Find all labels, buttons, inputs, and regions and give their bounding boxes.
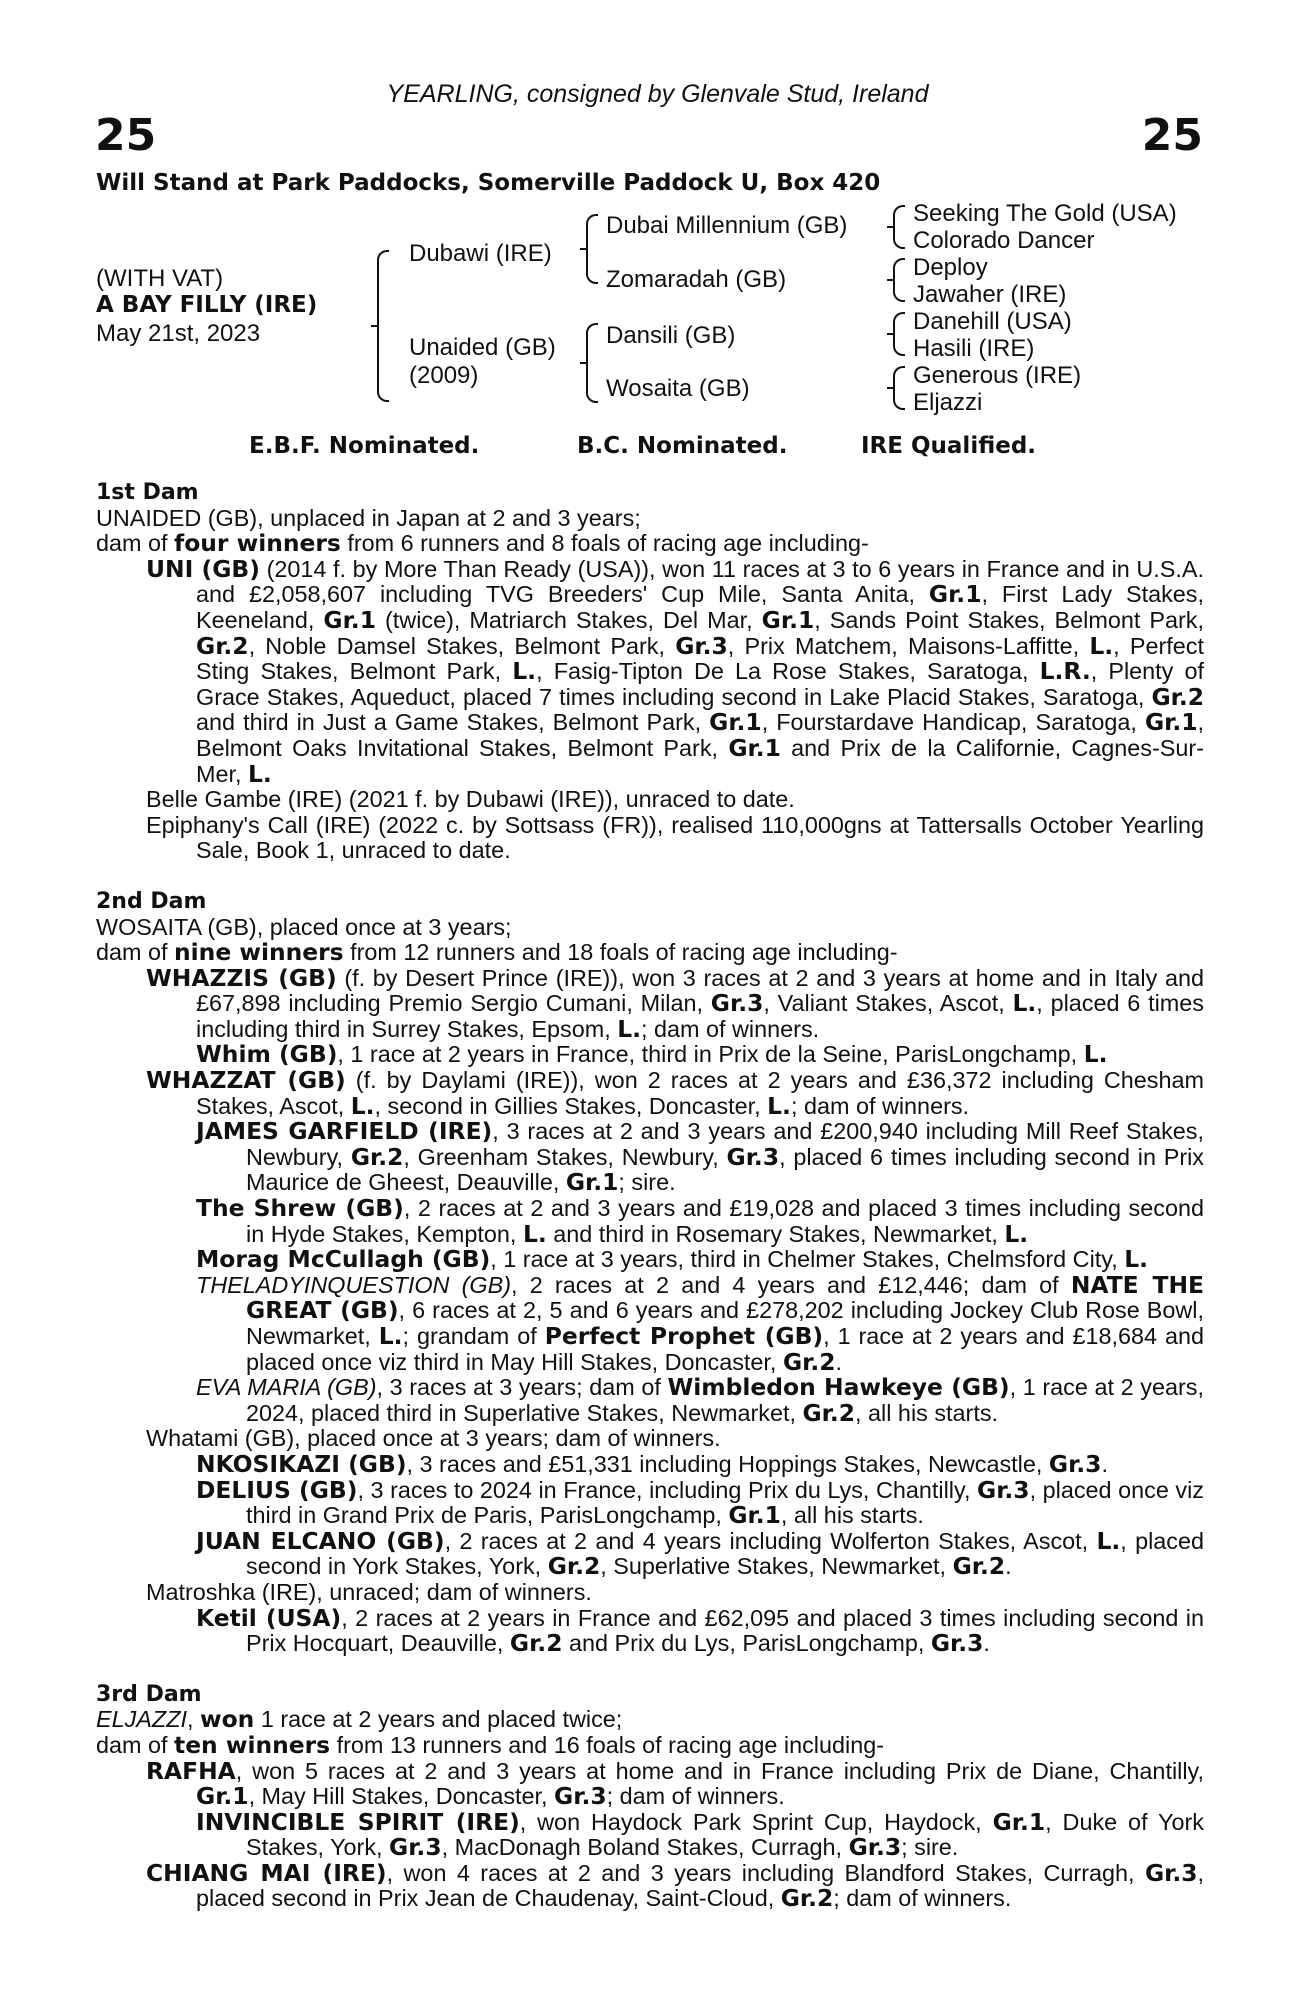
produce-entry-chiang-mai: CHIANG MAI (IRE), won 4 races at 2 and 3 years including Blandford Stakes, Curragh, Gr.3, placed second in Prix Jean de Chaudenay, Saint-Cloud, Gr.2; dam of winners. <box>146 1858 1205 1913</box>
pedigree-gen3-1: Seeking The Gold (USA) <box>913 200 1177 227</box>
pedigree-gen3-6: Hasili (IRE) <box>913 335 1035 362</box>
pedigree-dam: Unaided (GB) <box>409 334 556 361</box>
produce-entry-invincible-spirit: INVINCIBLE SPIRIT (IRE), won Haydock Park Sprint Cup, Haydock, Gr.1, Duke of York Stakes, York, Gr.3, MacDonagh Boland Stakes, Curragh, Gr.3; sire. <box>196 1807 1204 1862</box>
consignor-line: YEARLING, consigned by Glenvale Stud, Ireland <box>386 80 929 108</box>
third-dam-summary: dam of ten winners from 13 runners and 16 foals of racing age including- <box>96 1730 885 1759</box>
pedigree-dam-year: (2009) <box>409 362 479 389</box>
pedigree-gen3-4: Jawaher (IRE) <box>913 281 1067 308</box>
pedigree-brace <box>893 205 905 249</box>
first-dam-line: UNAIDED (GB), unplaced in Japan at 2 and 3 years; <box>96 504 641 531</box>
vat-note: (WITH VAT) <box>96 265 224 292</box>
pedigree-sire: Dubawi (IRE) <box>409 240 552 267</box>
produce-entry-ketil: Ketil (USA), 2 races at 2 years in France and £62,095 and placed 3 times including second in Prix Hocquart, Deauville, Gr.2 and Prix du Lys, ParisLongchamp, Gr.3. <box>196 1603 1204 1658</box>
produce-entry-belle-gambe: Belle Gambe (IRE) (2021 f. by Dubawi (IRE)), unraced to date. <box>146 786 795 813</box>
pedigree-brace <box>893 366 905 410</box>
produce-entry-whatami: Whatami (GB), placed once at 3 years; dam of winners. <box>146 1425 721 1452</box>
third-dam-line: ELJAZZI, won 1 race at 2 years and placed twice; <box>96 1705 623 1734</box>
produce-entry-matroshka: Matroshka (IRE), unraced; dam of winners. <box>146 1578 592 1605</box>
pedigree-brace <box>586 323 598 403</box>
pedigree-gen3-2: Colorado Dancer <box>913 227 1095 254</box>
pedigree-gen3-5: Danehill (USA) <box>913 308 1072 335</box>
produce-entry-whazzis: WHAZZIS (GB) (f. by Desert Prince (IRE)), won 3 races at 2 and 3 years at home and in Italy and £67,898 including Premio Sergio Cumani, Milan, Gr.3, Valiant Stakes, Ascot, L., placed 6 times including third in Surrey Stakes, Epsom, L.; dam of winners. <box>146 963 1204 1043</box>
pedigree-brace <box>377 250 389 402</box>
pedigree-brace <box>893 258 905 302</box>
ire-qualified: IRE Qualified. <box>861 433 1037 459</box>
produce-entry-james-garfield: JAMES GARFIELD (IRE), 3 races at 2 and 3 years and £200,940 including Mill Reef Stakes, Newbury, Gr.2, Greenham Stakes, Newbury, Gr.3, placed 6 times including second in Prix Maurice de Gheest, Deauville, Gr.1; sire. <box>196 1117 1205 1197</box>
pedigree-dam-sire: Dansili (GB) <box>606 322 736 349</box>
third-dam-heading: 3rd Dam <box>96 1681 202 1707</box>
first-dam-summary: dam of four winners from 6 runners and 8 foals of racing age including- <box>96 529 869 558</box>
second-dam-summary: dam of nine winners from 12 runners and 18 foals of racing age including- <box>96 938 898 967</box>
ebf-nominated: E.B.F. Nominated. <box>249 433 480 459</box>
bc-nominated: B.C. Nominated. <box>577 433 788 459</box>
produce-entry-eva-maria: EVA MARIA (GB), 3 races at 3 years; dam of Wimbledon Hawkeye (GB), 1 race at 2 years, 2024, placed third in Superlative Stakes, Newmarket, Gr.2, all his starts. <box>196 1373 1204 1427</box>
stand-location: Will Stand at Park Paddocks, Somerville Paddock U, Box 420 <box>96 170 881 196</box>
pedigree-gen3-8: Eljazzi <box>913 389 983 416</box>
first-dam-heading: 1st Dam <box>96 480 199 505</box>
produce-entry-epiphanys-call: Epiphany's Call (IRE) (2022 c. by Sottsass (FR)), realised 110,000gns at Tattersalls October Yearling Sale, Book 1, unraced to date. <box>146 811 1204 864</box>
pedigree-gen3-7: Generous (IRE) <box>913 362 1082 389</box>
pedigree-brace <box>586 214 598 284</box>
pedigree-sire-dam: Zomaradah (GB) <box>606 266 787 293</box>
produce-entry-morag-mccullagh: Morag McCullagh (GB), 1 race at 3 years, third in Chelmer Stakes, Chelmsford City, L. <box>196 1245 1149 1274</box>
lot-number-left: 25 <box>95 110 157 161</box>
produce-entry-rafha: RAFHA, won 5 races at 2 and 3 years at home and in France including Prix de Diane, Chantilly, Gr.1, May Hill Stakes, Doncaster, Gr.3; dam of winners. <box>146 1756 1204 1811</box>
pedigree-brace <box>893 312 905 356</box>
produce-entry-whim: Whim (GB), 1 race at 2 years in France, third in Prix de la Seine, ParisLongchamp, L. <box>196 1040 1108 1069</box>
produce-entry-whazzat: WHAZZAT (GB) (f. by Daylami (IRE)), won 2 races at 2 years and £36,372 including Chesham Stakes, Ascot, L., second in Gillies Stakes, Doncaster, L.; dam of winners. <box>146 1066 1205 1120</box>
catalogue-body <box>96 480 1204 1912</box>
produce-entry-delius: DELIUS (GB), 3 races to 2024 in France, including Prix du Lys, Chantilly, Gr.3, placed once viz third in Grand Prix de Paris, ParisLongchamp, Gr.1, all his starts. <box>196 1475 1204 1530</box>
pedigree-sire-sire: Dubai Millennium (GB) <box>606 212 848 239</box>
second-dam-heading: 2nd Dam <box>96 888 207 914</box>
produce-entry-nkosikazi: NKOSIKAZI (GB), 3 races and £51,331 including Hoppings Stakes, Newcastle, Gr.3. <box>196 1449 1108 1478</box>
pedigree-dam-dam: Wosaita (GB) <box>606 375 750 402</box>
second-dam-line: WOSAITA (GB), placed once at 3 years; <box>96 913 512 940</box>
foaling-date: May 21st, 2023 <box>96 320 261 347</box>
produce-entry-juan-elcano: JUAN ELCANO (GB), 2 races at 2 and 4 years including Wolferton Stakes, Ascot, L., placed second in York Stakes, York, Gr.2, Superlative Stakes, Newmarket, Gr.2. <box>196 1526 1204 1581</box>
produce-entry-uni: UNI (GB) (2014 f. by More Than Ready (USA)), won 11 races at 3 to 6 years in France and in U.S.A. and £2,058,607 including TVG Breeders' Cup Mile, Santa Anita, Gr.1, First Lady Stakes, Keeneland, Gr.1 (twice), Matriarch Stakes, Del Mar, Gr.1, Sands Point Stakes, Belmont Park, Gr.2, Noble Damsel Stakes, Belmont Park, Gr.3, Prix Matchem, Maisons-Laffitte, L., Perfect Sting Stakes, Belmont Park, L., Fasig-Tipton De La Rose Stakes, Saratoga, L.R., Plenty of Grace Stakes, Aqueduct, placed 7 times including second in Lake Placid Stakes, Saratoga, Gr.2 and third in Just a Game Stakes, Belmont Park, Gr.1, Fourstardave Handicap, Saratoga, Gr.1, Belmont Oaks Invitational Stakes, Belmont Park, Gr.1 and Prix de la Californie, Cagnes-Sur-Mer, L. <box>146 554 1205 788</box>
produce-entry-the-shrew: The Shrew (GB), 2 races at 2 and 3 years and £19,028 and placed 3 times including second in Hyde Stakes, Kempton, L. and third in Rosemary Stakes, Newmarket, L. <box>196 1194 1204 1248</box>
pedigree-gen3-3: Deploy <box>913 254 988 281</box>
horse-name: A BAY FILLY (IRE) <box>96 292 318 318</box>
produce-entry-theladyinquestion: THELADYINQUESTION (GB), 2 races at 2 and 4 years and £12,446; dam of NATE THE GREAT (GB), 6 races at 2, 5 and 6 years and £278,202 including Jockey Club Rose Bowl, Newmarket, L.; grandam of Perfect Prophet (GB), 1 race at 2 years and £18,684 and placed once viz third in May Hill Stakes, Doncaster, Gr.2. <box>196 1270 1205 1376</box>
lot-number-right: 25 <box>1141 110 1203 161</box>
